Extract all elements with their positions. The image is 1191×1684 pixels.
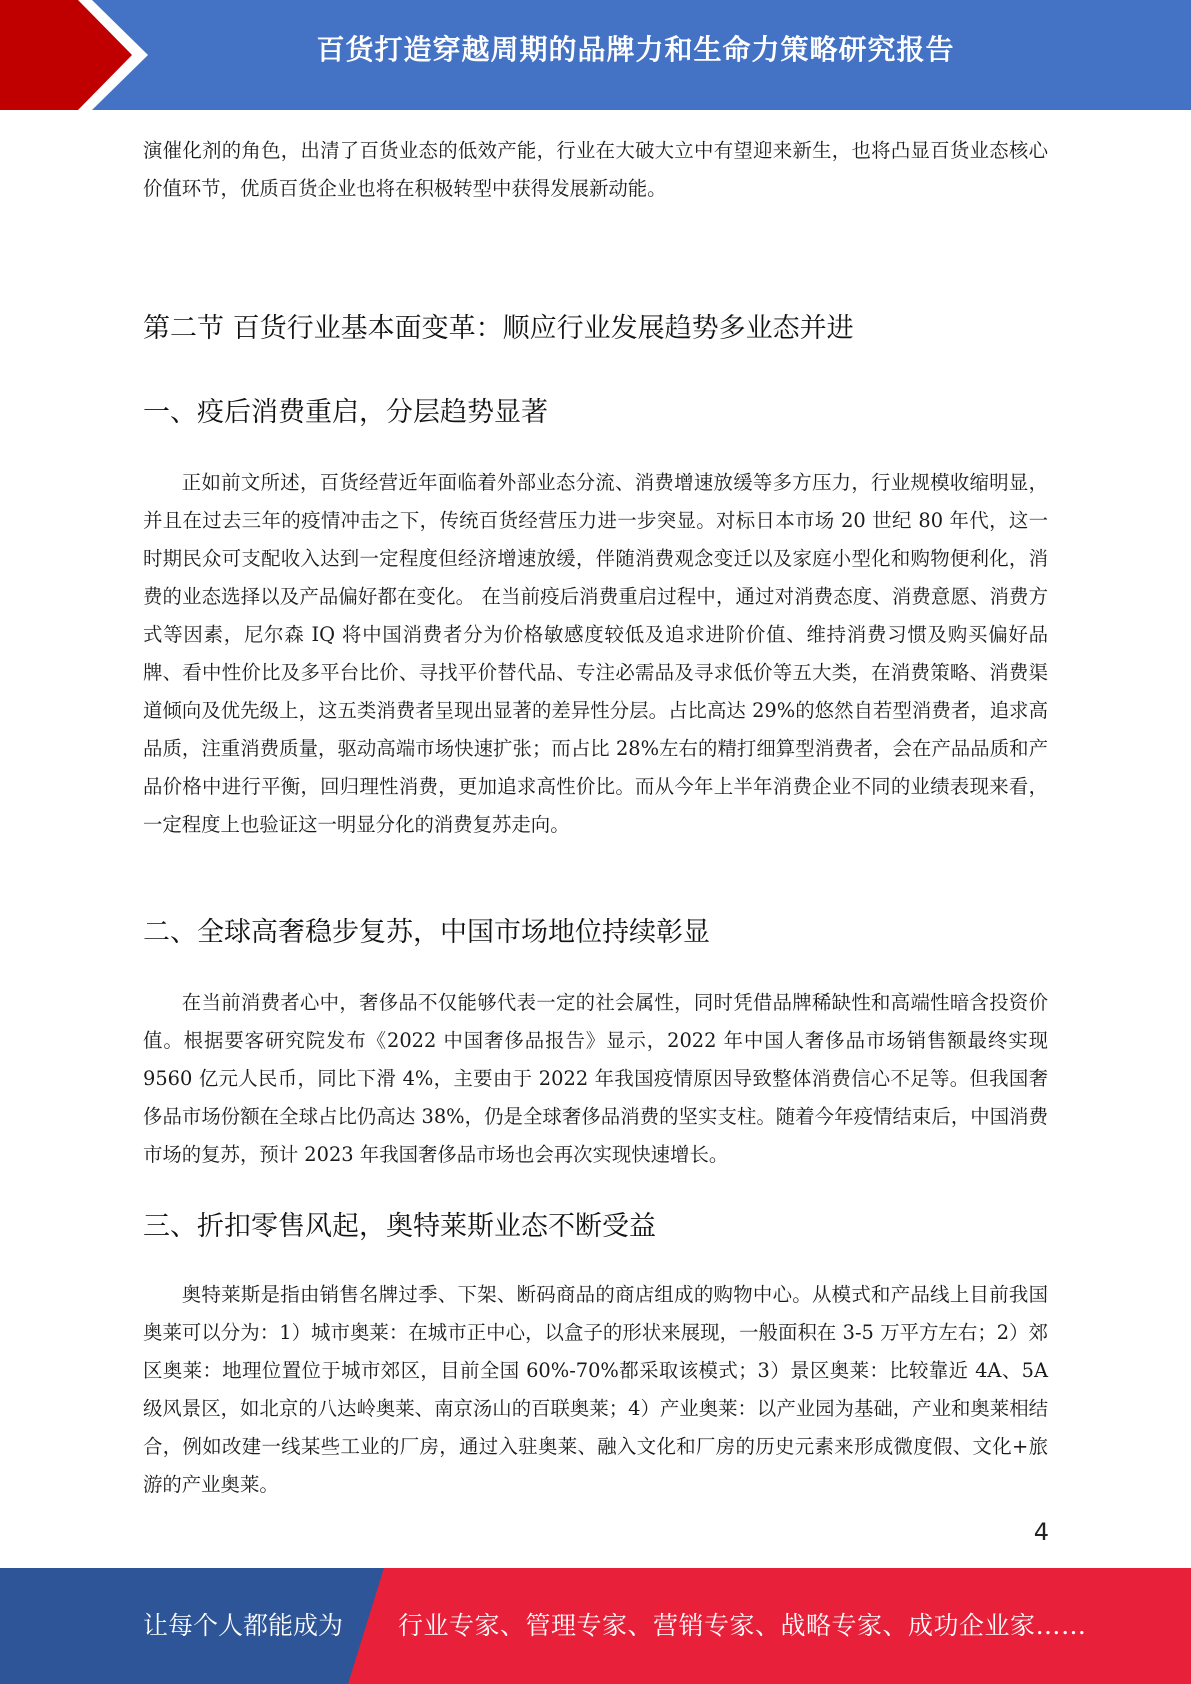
section-body-3: 奥特莱斯是指由销售名牌过季、下架、断码商品的商店组成的购物中心。从模式和产品线上目前我国奥莱可以分为：1）城市奥莱：在城市正中心，以盒子的形状来展现，一般面积在 3-5 万平方左右；2）郊区奥莱：地理位置位于城市郊区，目前全国 60%-70%都采取该模式；3）景区奥莱：比较靠近 4A、5A 级风景区，如北京的八达岭奥莱、南京汤山的百联奥莱；4）产业奥莱：以产业园为基础，产业和奥莱相结合，例如改建一线某些工业的厂房，通过入驻奥莱、融入文化和厂房的历史元素来形成微度假、文化+旅游的产业奥莱。 <box>143 1283 1048 1496</box>
page-footer <box>0 1568 1191 1684</box>
chapter-title: 第二节 百货行业基本面变革：顺应行业发展趋势多业态并进 <box>143 313 854 344</box>
intro-paragraph-block <box>143 132 1048 208</box>
section-title-1: 一、疫后消费重启，分层趋势显著 <box>143 397 548 428</box>
footer-slogan-right: 行业专家、管理专家、营销专家、战略专家、成功企业家…… <box>398 1611 1087 1640</box>
section-body-block-2 <box>143 984 1048 1174</box>
section-body-block-3 <box>143 1276 1048 1504</box>
section-body-block-1 <box>143 464 1048 844</box>
footer-slogan-left: 让每个人都能成为 <box>143 1611 344 1640</box>
report-title: 百货打造穿越周期的品牌力和生命力策略研究报告 <box>316 33 955 66</box>
intro-paragraph: 演催化剂的角色，出清了百货业态的低效产能，行业在大破大立中有望迎来新生，也将凸显百货业态核心价值环节，优质百货企业也将在积极转型中获得发展新动能。 <box>143 139 1048 200</box>
section-title-3: 三、折扣零售风起，奥特莱斯业态不断受益 <box>143 1211 656 1242</box>
page-header <box>0 0 1191 110</box>
page-number: 4 <box>1033 1518 1049 1546</box>
section-body-1: 正如前文所述，百货经营近年面临着外部业态分流、消费增速放缓等多方压力，行业规模收缩明显，并且在过去三年的疫情冲击之下，传统百货经营压力进一步突显。对标日本市场 20 世纪 80 年代，这一时期民众可支配收入达到一定程度但经济增速放缓，伴随消费观念变迁以及家庭小型化和购物便利化，消费的业态选择以及产品偏好都在变化。 在当前疫后消费重启过程中，通过对消费态度、消费意愿、消费方式等因素，尼尔森 IQ 将中国消费者分为价格敏感度较低及追求进阶价值、维持消费习惯及购买偏好品牌、看中性价比及多平台比价、寻找平价替代品、专注必需品及寻求低价等五大类，在消费策略、消费渠道倾向及优先级上，这五类消费者呈现出显著的差异性分层。占比高达 29%的悠然自若型消费者，追求高品质，注重消费质量，驱动高端市场快速扩张；而占比 28%左右的精打细算型消费者，会在产品品质和产品价格中进行平衡，回归理性消费，更加追求高性价比。而从今年上半年消费企业不同的业绩表现来看，一定程度上也验证这一明显分化的消费复苏走向。 <box>143 471 1048 836</box>
section-title-2: 二、全球高奢稳步复苏，中国市场地位持续彰显 <box>143 917 710 948</box>
section-body-2: 在当前消费者心中，奢侈品不仅能够代表一定的社会属性，同时凭借品牌稀缺性和高端性暗含投资价值。根据要客研究院发布《2022 中国奢侈品报告》显示，2022 年中国人奢侈品市场销售额最终实现 9560 亿元人民币，同比下滑 4%，主要由于 2022 年我国疫情原因导致整体消费信心不足等。但我国奢侈品市场份额在全球占比仍高达 38%，仍是全球奢侈品消费的坚实支柱。随着今年疫情结束后，中国消费市场的复苏，预计 2023 年我国奢侈品市场也会再次实现快速增长。 <box>143 991 1048 1166</box>
